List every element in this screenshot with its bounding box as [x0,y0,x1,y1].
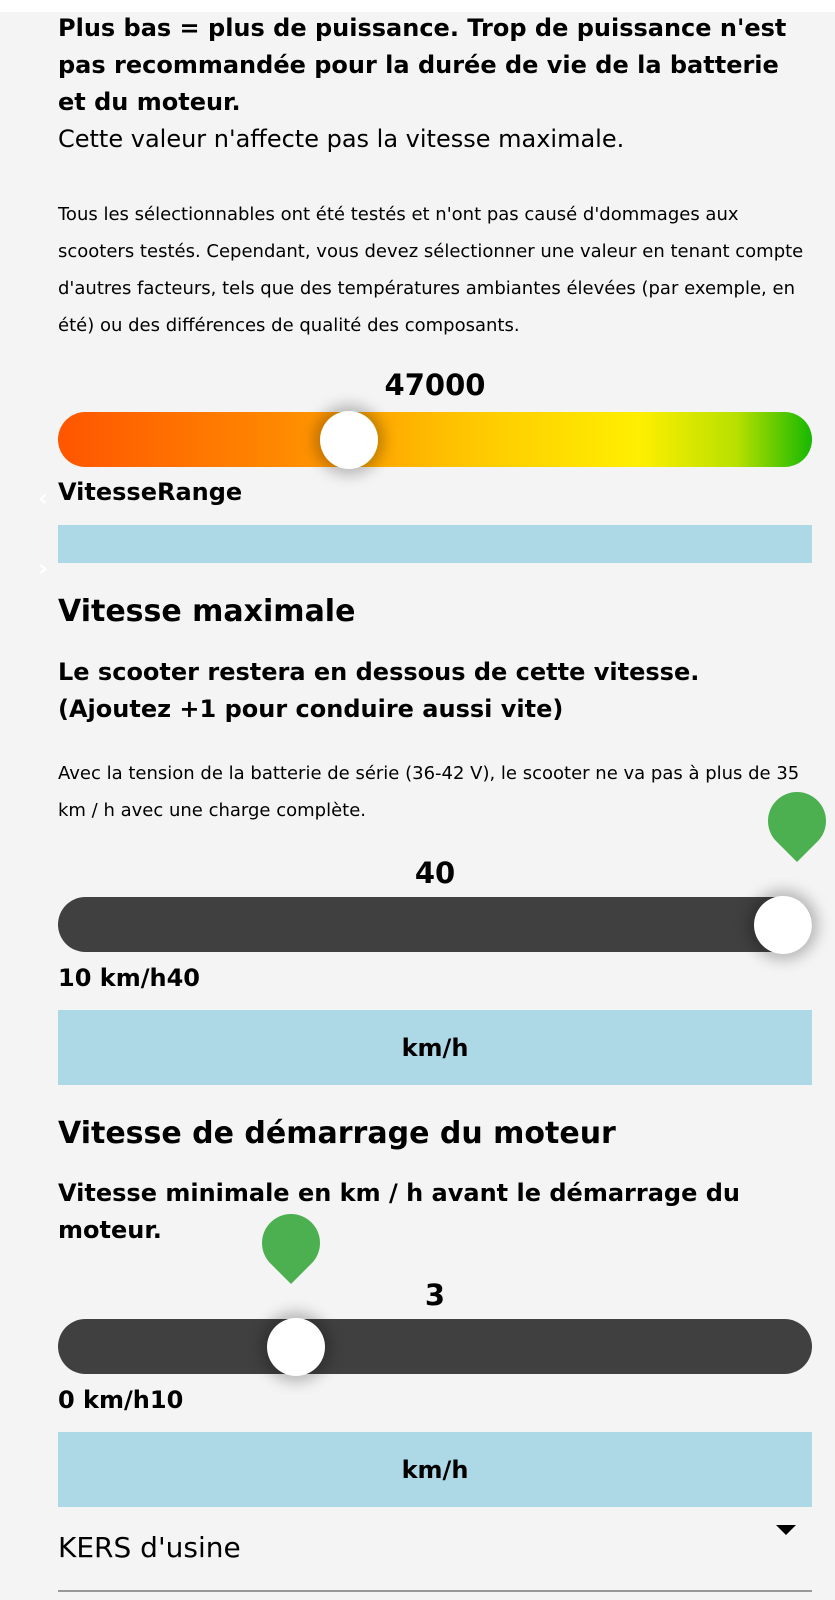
start-speed-slider-thumb[interactable] [267,1318,325,1376]
power-heading: Plus bas = plus de puissance. Trop de puissance n'est pas recommandée pour la durée de vie de la batterie et du moteur. [58,14,787,116]
start-speed-slider[interactable] [58,1319,812,1374]
start-speed-range-label: 0 km/h10 [58,1386,184,1414]
start-speed-value: 3 [424,1278,446,1312]
kers-select-value: KERS d'usine [58,1531,241,1564]
max-speed-subtitle: Le scooter restera en dessous de cette vitesse. (Ajoutez +1 pour conduire aussi vite) [58,658,700,723]
kers-select[interactable] [58,1520,812,1592]
max-speed-slider[interactable] [58,897,812,952]
power-value: 47000 [384,368,486,402]
start-speed-title: Vitesse de démarrage du moteur [58,1116,616,1151]
power-note: Cette valeur n'affecte pas la vitesse maximale. [58,125,625,153]
max-speed-description: Avec la tension de la batterie de série (36-42 V), le scooter ne va pas à plus de 35 km / h avec une charge complète. [58,763,800,821]
start-speed-unit-box[interactable]: km/h [58,1432,812,1507]
max-speed-value: 40 [414,856,456,890]
power-description: Tous les sélectionnables ont été testés et n'ont pas causé d'dommages aux scooters testés. Cependant, vous devez sélectionner une valeur en tenant compte d'autres facteurs, tels que des températures ambiantes élevées (par exemple, en été) ou des différences de qualité des composants. [58,204,804,336]
max-speed-range-label: 10 km/h40 [58,964,200,992]
max-speed-unit-box[interactable]: km/h [58,1010,812,1085]
power-range-label: VitesseRange [58,478,243,506]
power-unit-box[interactable] [58,525,812,563]
power-slider-thumb[interactable] [320,411,378,469]
caret-down-icon[interactable] [776,1525,796,1535]
power-heading-block [58,10,812,158]
max-speed-slider-thumb[interactable] [754,896,812,954]
chevron-left-icon[interactable]: ‹ [38,484,48,512]
start-speed-subtitle: Vitesse minimale en km / h avant le démarrage du moteur. [58,1179,740,1244]
power-slider[interactable] [58,412,812,467]
max-speed-title: Vitesse maximale [58,594,356,629]
chevron-right-icon[interactable]: › [38,554,48,582]
